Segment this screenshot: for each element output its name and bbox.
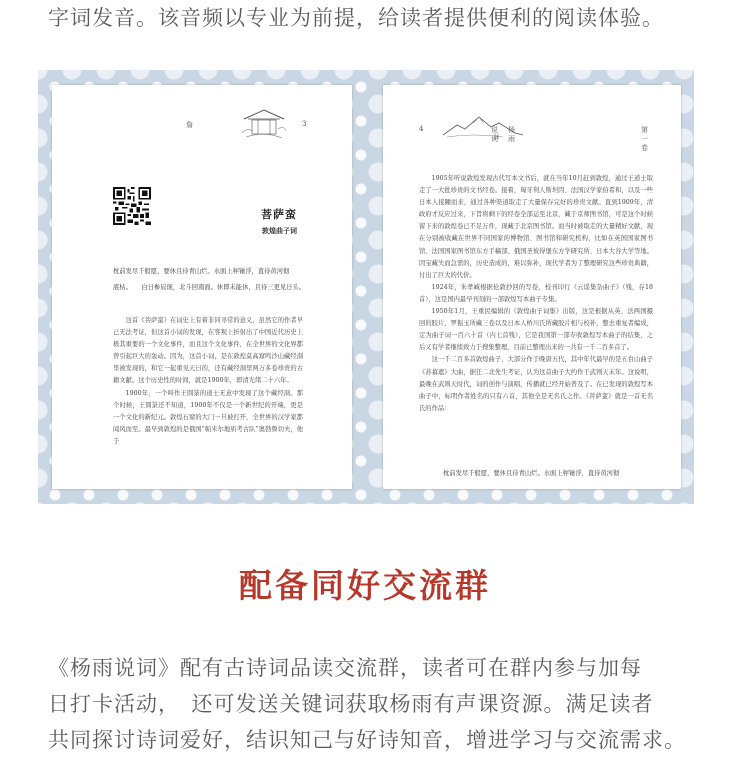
header-shuo: 说 xyxy=(491,126,498,134)
book-spread-image xyxy=(38,70,694,504)
intro-text: 字词发音。该音频以专业为前提，给读者提供便利的阅读体验。 xyxy=(48,6,664,30)
pavilion-illustration xyxy=(240,107,288,141)
left-page-body xyxy=(113,315,303,448)
poem-title: 菩萨蛮 xyxy=(261,208,297,221)
right-page-number: 4 xyxy=(419,125,424,133)
description xyxy=(48,650,718,758)
header-yu: 雨 xyxy=(508,135,515,143)
right-poem-line: 枕前发尽千般愿，要休且待青山烂。水面上秤锤浮，直待黄河彻 xyxy=(443,470,620,477)
poem-line-2: 底枯。 白日参辰现，北斗回南面。休即未能休，且待三更见日头。 xyxy=(113,284,306,291)
section-title: 配备同好交流群 xyxy=(239,566,491,605)
description-line: 日打卡活动， 还可发送关键词获取杨雨有声课资源。满足读者 xyxy=(48,692,654,716)
poem-line-1: 枕前发尽千般愿，要休且待青山烂。水面上秤锤浮，直待黄河彻 xyxy=(113,268,290,275)
header-juan: 卷 xyxy=(641,144,648,152)
description-line: 共同探讨诗词爱好，结识知己与好诗知音，增进学习与交流需求。 xyxy=(48,728,686,752)
left-paragraph: 1900年，一个叫作王圆箓的道士无意中发现了这个藏经洞。那个时候，王圆箓还不知道，1900年不仅是一个新世纪的开端，更是一个文化的新纪元。敦煌石窟的大门一旦被打开，全世界的汉学家都闻风而至。最早到敦煌的是俄国“帕米尔地质考古队”奥勃鲁切夫，他于 xyxy=(113,389,303,445)
header-ci: 词 xyxy=(491,135,498,143)
header-di: 第 xyxy=(641,126,648,134)
left-page xyxy=(52,85,352,489)
description-line: 《杨雨说词》配有古诗词品读交流群，读者可在群内参与加每 xyxy=(48,656,642,680)
poem-subtitle: 敦煌曲子词 xyxy=(262,226,297,235)
right-paragraph: 1905年听说敦煌发现古代写本文书后，就在当年10月赶到敦煌，通过王道士取走了一大批珍贵的文书经卷。接着，匈牙利人斯坦因、法国汉学家伯希和，以及一些日本人接踵而来，通过各种渠道取走了大量保存完好的珍贵文献。直到1909年，清政府才反应过来，下旨将剩下的经卷全部运至北京，藏于京师图书馆，可是这个时候留下来的敦煌卷已不足万件，现藏于北京图书馆。而当时被取走的大量精好文献，现在分别被收藏在世界不同国家的博物馆、图书馆和研究机构，比如在英国国家图书馆、法国国家图书馆东方手稿部、俄国圣彼得堡东方学研究所、日本大谷大学等地。因宝藏失而急需的，历史造成的，难以弥补，现代学者为了整理研究这些珍贵典籍，付出了巨大的代价。 xyxy=(419,175,653,279)
right-page-body xyxy=(419,173,653,415)
left-header-char: 詹 xyxy=(186,121,193,129)
left-page-number: 3 xyxy=(302,120,307,128)
left-paragraph: 这首《菩萨蛮》在词史上有着非同寻常的意义，虽然它的作者早已无法考证，但这首小词的发现，在客观上折射出了中国近代历史上极其重要的一个文化事件，而且这个文化事件，在全世界的文化界都曾引起巨大的轰动。因为，这首小词，是在敦煌莫高窟鸣沙山藏经洞里被发现的，和它一起重见天日的，还有藏经洞里两万多卷珍贵的古籍文献。这个历史性的时间，就是1900年，即清光绪二十六年。 xyxy=(113,317,303,385)
right-paragraph: 1924年，朱孝臧根据伦敦抄回的写卷，校刊印行《云谣集杂曲子》（残，存18首），这是国内最早刊刻的一部敦煌写本曲子专集。 xyxy=(419,283,653,303)
right-page xyxy=(383,85,681,489)
header-yang: 杨 xyxy=(508,126,515,134)
header-yi: 一 xyxy=(641,135,648,143)
qr-code-icon xyxy=(113,187,151,225)
right-paragraph: 这一千二百多首敦煌曲子，大部分作于晚唐五代，其中年代最早的是五台山曲子《苏幕遮》大曲，据任二北先生考证，认为这首曲子大约作于武则天末年。这说明，最晚在武则天时代，词的创作与演唱，传播就已经开始普及了。在已发现的敦煌写本曲子中，标明作者姓名的只有六首，其他全是无名氏之作。《菩萨蛮》就是一首无名氏的作品： xyxy=(419,356,653,412)
right-paragraph: 1950年1月，王重民编辑的《敦煌曲子词集》出版，这是根据从英、法两国摄回的胶片，罗振玉所藏三卷以及日本人桥川氏所藏胶片相与校补，整去重复者编成，定为曲子词一百六十首（内七首残），它是我国第一部专收敦煌写本曲子的结集，之后又有学者继续致力于搜集整理，目前已整理出来的一共有一千二百多首了。 xyxy=(419,308,653,352)
